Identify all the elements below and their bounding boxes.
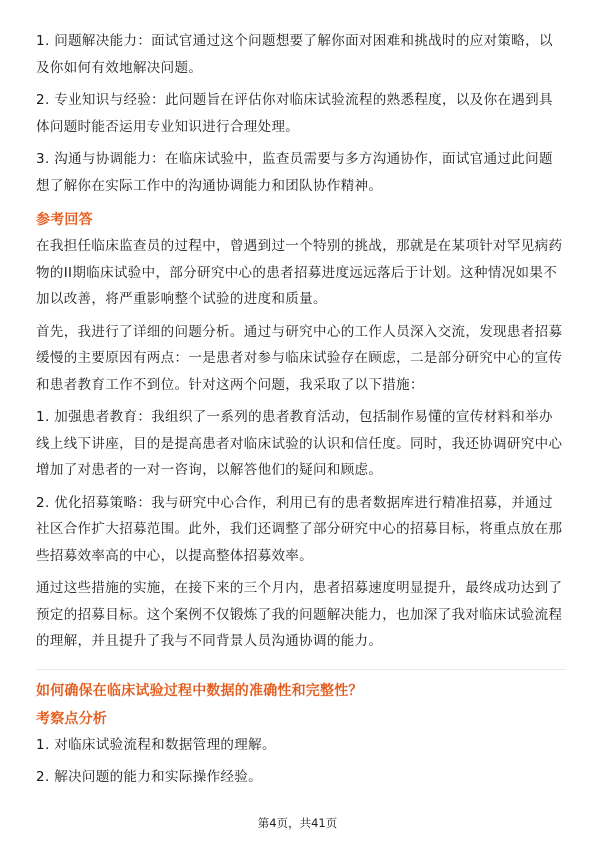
answer-paragraph: 1. 加强患者教育：我组织了一系列的患者教育活动，包括制作易懂的宣传材料和举办线上线下讲座，目的是提高患者对临床试验的认识和信任度。同时，我还协调研究中心增加了对患者的一对一咨询，以解答他们的疑问和顾虑。 <box>36 409 563 478</box>
point-communication: 3. 沟通与协调能力：在临床试验中，监查员需要与多方沟通协作，面试官通过此问题想了解你在实际工作中的沟通协调能力和团队协作精神。 <box>36 151 553 194</box>
analysis-heading: 考察点分析 <box>36 710 107 727</box>
page-content <box>36 28 566 791</box>
point-problem-solving: 1. 问题解决能力：面试官通过这个问题想要了解你面对困难和挑战时的应对策略，以及你如何有效地解决问题。 <box>36 33 553 76</box>
question-title: 如何确保在临床试验过程中数据的准确性和完整性？ <box>36 682 363 699</box>
section-divider <box>36 669 566 670</box>
answer-paragraph: 2. 优化招募策略：我与研究中心合作，利用已有的患者数据库进行精准招募，并通过社区合作扩大招募范围。此外，我们还调整了部分研究中心的招募目标，将重点放在那些招募效率高的中心，以提高整体招募效率。 <box>36 494 563 564</box>
answer-paragraph: 首先，我进行了详细的问题分析。通过与研究中心的工作人员深入交流，发现患者招募缓慢的主要原因有两点：一是患者对参与临床试验存在顾虑，二是部分研究中心的宣传和患者教育工作不到位。针对这两个问题，我采取了以下措施： <box>36 323 563 393</box>
answer-paragraph: 在我担任临床监查员的过程中，曾遇到过一个特别的挑战，那就是在某项针对罕见病药物的II期临床试验中，部分研究中心的患者招募进度远远落后于计划。这种情况如果不加以改善，将严重影响整个试验的进度和质量。 <box>36 238 563 307</box>
analysis-item: 2. 解决问题的能力和实际操作经验。 <box>36 769 262 785</box>
page-number: 第4页，共41页 <box>257 816 338 830</box>
point-professional-knowledge: 2. 专业知识与经验：此问题旨在评估你对临床试验流程的熟悉程度，以及你在遇到具体问题时能否运用专业知识进行合理处理。 <box>36 92 553 135</box>
answer-heading: 参考回答 <box>36 212 93 228</box>
answer-paragraph: 通过这些措施的实施，在接下来的三个月内，患者招募速度明显提升，最终成功达到了预定的招募目标。这个案例不仅锻炼了我的问题解决能力，也加深了我对临床试验流程的理解，并且提升了我与不同背景人员沟通协调的能力。 <box>36 580 563 649</box>
analysis-item: 1. 对临床试验流程和数据管理的理解。 <box>36 736 276 753</box>
